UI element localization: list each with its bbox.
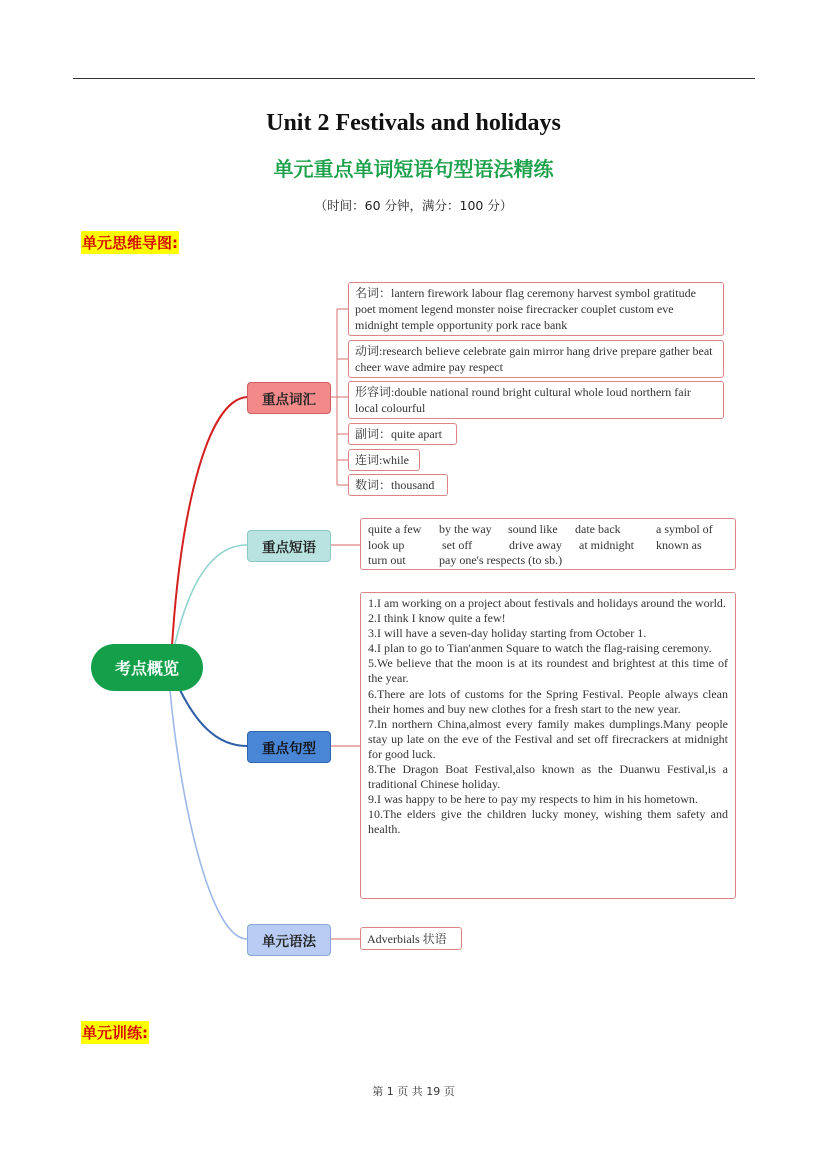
connector-phrases — [174, 545, 247, 648]
connector-vocab — [172, 397, 247, 646]
phrase-item: a symbol of — [656, 522, 713, 536]
page-title: Unit 2 Festivals and holidays — [266, 110, 561, 136]
sentence-item: 10.The elders give the children lucky money, wishing them safety and health. — [368, 807, 728, 837]
connector-sentences — [180, 690, 247, 746]
section-mindmap-heading: 单元思维导图: — [81, 231, 179, 254]
branch-grammar: 单元语法 — [247, 924, 331, 956]
mindmap-root: 考点概览 — [91, 644, 203, 691]
sentence-item: 3.I will have a seven-day holiday starting from October 1. — [368, 626, 647, 641]
vocab-adverbs: 副词：quite apart — [348, 423, 457, 445]
phrase-item: turn out — [368, 553, 406, 567]
phrases-box — [360, 518, 736, 570]
sentence-item: 8.The Dragon Boat Festival,also known as the Duanwu Festival,is a traditional Chinese holiday. — [368, 762, 728, 792]
phrase-item: date back — [575, 522, 621, 536]
phrase-item: sound like — [508, 522, 558, 536]
time-note: （时间：60 分钟，满分：100 分） — [314, 198, 513, 213]
phrase-item: quite a few — [368, 522, 422, 536]
vocab-numerals: 数词：thousand — [348, 474, 448, 496]
vocab-conjunctions: 连词:while — [348, 449, 420, 471]
phrase-item: pay one's respects (to sb.) — [439, 553, 563, 567]
sentence-item: 6.There are lots of customs for the Spring Festival. People always clean their homes and buy new clothes for a fresh start to the new year. — [368, 686, 728, 716]
sentence-item: 9.I was happy to be here to pay my respects to him in his hometown. — [368, 792, 698, 807]
phrase-item: set off — [442, 538, 473, 552]
branch-phrases: 重点短语 — [247, 530, 331, 562]
sentence-item: 7.In northern China,almost every family makes dumplings.Many people stay up late on the eve of the Festival and set off firecrackers at midnight for good luck. — [368, 716, 728, 761]
phrase-item: drive away — [509, 538, 562, 552]
phrase-item: known as — [656, 538, 702, 552]
vocab-leaf-connectors — [329, 309, 348, 485]
branch-vocab: 重点词汇 — [247, 382, 331, 414]
phrase-item: by the way — [439, 522, 492, 536]
sentence-item: 1.I am working on a project about festivals and holidays around the world. — [368, 596, 726, 610]
vocab-verbs: 动词:research believe celebrate gain mirror hang drive prepare gather beat cheer wave admire pay respect — [348, 340, 724, 378]
vocab-nouns: 名词：lantern firework labour flag ceremony harvest symbol gratitude poet moment legend monster noise firecracker couplet custom eve midnight temple opportunity pork race bank — [348, 282, 724, 336]
page-footer: 第 1 页 共 19 页 — [372, 1085, 455, 1098]
branch-sentences: 重点句型 — [247, 731, 331, 763]
sentence-item: 5.We believe that the moon is at its roundest and brightest at this time of the year. — [368, 656, 728, 686]
sentence-item: 4.I plan to go to Tian'anmen Square to watch the flag-raising ceremony. — [368, 641, 712, 656]
sentences-box — [360, 592, 736, 899]
page-subtitle: 单元重点单词短语句型语法精练 — [273, 157, 554, 181]
phrase-item: look up — [368, 538, 405, 552]
sentence-item: 2.I think I know quite a few! — [368, 611, 506, 626]
connector-grammar — [170, 690, 247, 939]
vocab-adjectives: 形容词:double national round bright cultural whole loud northern fair local colourful — [348, 381, 724, 419]
grammar-item: Adverbials 状语 — [360, 927, 462, 950]
section-training-heading: 单元训练: — [81, 1021, 149, 1044]
phrase-item: at midnight — [579, 538, 634, 552]
